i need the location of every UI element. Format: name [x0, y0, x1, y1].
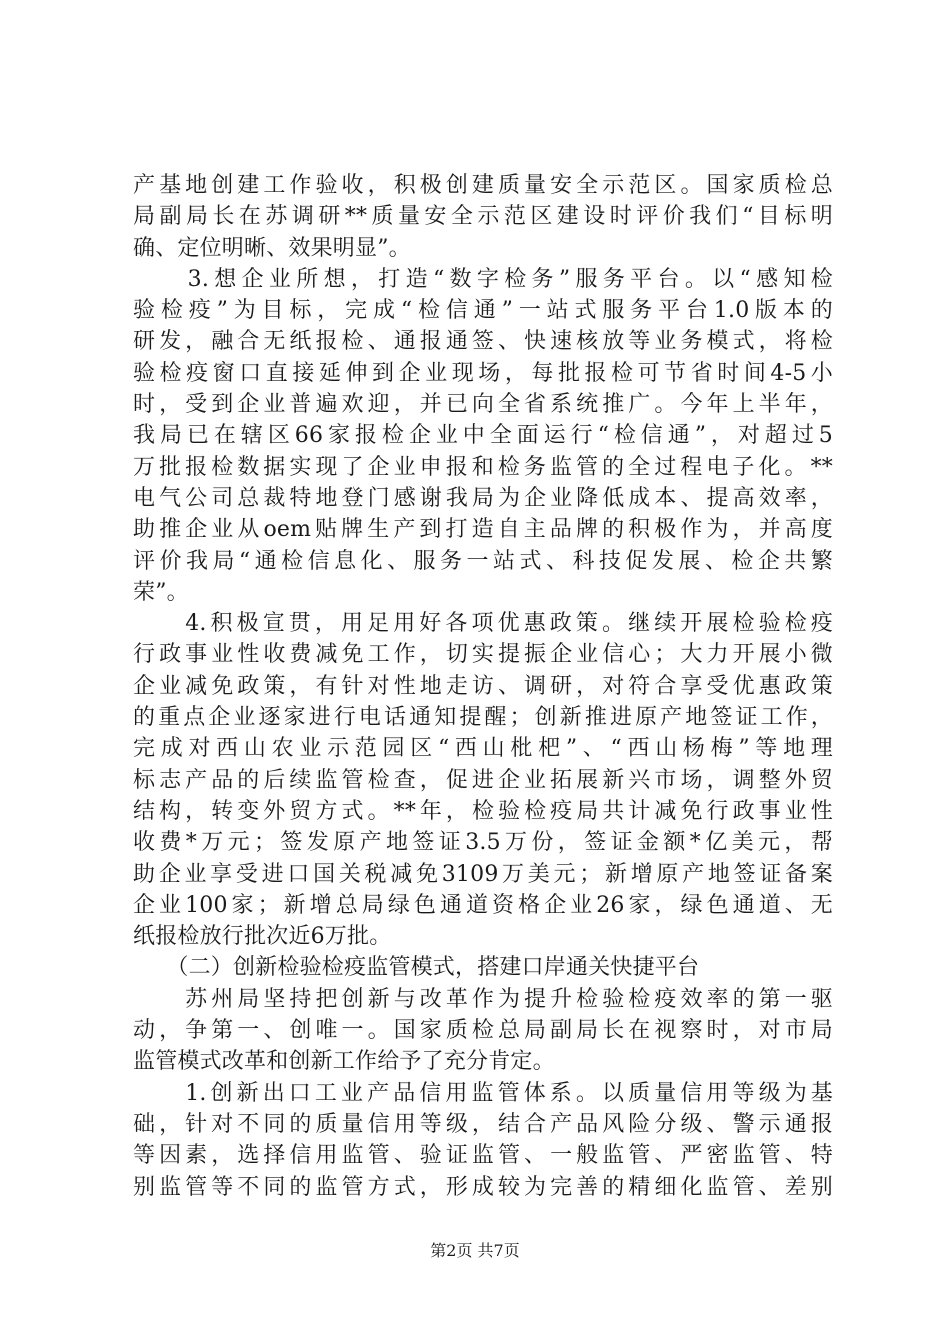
text-line: 万批报检数据实现了企业申报和检务监管的全过程电子化。**: [133, 454, 833, 480]
text-line: 助推企业从oem贴牌生产到打造自主品牌的积极作为，并高度: [133, 517, 833, 543]
text-line: 等因素，选择信用监管、验证监管、一般监管、严密监管、特: [133, 1143, 833, 1169]
text-line: 的重点企业逐家进行电话通知提醒；创新推进原产地签证工作，: [133, 705, 833, 731]
text-line: （二）创新检验检疫监管模式，搭建口岸通关快捷平台: [133, 955, 700, 981]
text-line: 评价我局“通检信息化、服务一站式、科技促发展、检企共繁: [133, 548, 833, 574]
text-line: 苏州局坚持把创新与改革作为提升检验检疫效率的第一驱: [133, 986, 833, 1012]
document-body: [133, 170, 833, 1203]
text-line: 3.想企业所想，打造“数字检务”服务平台。以“感知检: [133, 266, 833, 292]
text-line: 4.积极宣贯，用足用好各项优惠政策。继续开展检验检疫: [133, 611, 833, 637]
text-line: 电气公司总裁特地登门感谢我局为企业降低成本、提高效率，: [133, 485, 833, 511]
text-line: 研发，融合无纸报检、通报通签、快速核放等业务模式，将检: [133, 329, 833, 355]
text-line: 企业减免政策，有针对性地走访、调研，对符合享受优惠政策: [133, 673, 833, 699]
text-line: 行政事业性收费减免工作，切实提振企业信心；大力开展小微: [133, 642, 833, 668]
page-footer: 第2页 共7页: [430, 1241, 520, 1260]
text-line: 企业100家；新增总局绿色通道资格企业26家，绿色通道、无: [133, 892, 833, 918]
text-line: 别监管等不同的监管方式，形成较为完善的精细化监管、差别: [133, 1174, 833, 1200]
text-line: 收费*万元；签发原产地签证3.5万份，签证金额*亿美元，帮: [133, 830, 833, 856]
text-line: 确、定位明晰、效果明显”。: [133, 235, 411, 261]
text-line: 1.创新出口工业产品信用监管体系。以质量信用等级为基: [133, 1080, 833, 1106]
text-line: 础，针对不同的质量信用等级，结合产品风险分级、警示通报: [133, 1111, 833, 1137]
text-line: 助企业享受进口国关税减免3109万美元；新增原产地签证备案: [133, 861, 833, 887]
text-line: 动，争第一、创唯一。国家质检总局副局长在视察时，对市局: [133, 1018, 833, 1044]
text-line: 标志产品的后续监管检查，促进企业拓展新兴市场，调整外贸: [133, 767, 833, 793]
text-line: 局副局长在苏调研**质量安全示范区建设时评价我们“目标明: [133, 204, 833, 230]
text-line: 时，受到企业普遍欢迎，并已向全省系统推广。今年上半年，: [133, 392, 833, 418]
text-line: 纸报检放行批次近6万批。: [133, 924, 392, 950]
text-line: 产基地创建工作验收，积极创建质量安全示范区。国家质检总: [133, 173, 833, 198]
text-line: 完成对西山农业示范园区“西山枇杷”、“西山杨梅”等地理: [133, 736, 833, 762]
text-line: 我局已在辖区66家报检企业中全面运行“检信通”，对超过5: [133, 423, 833, 449]
text-line: 验检疫”为目标，完成“检信通”一站式服务平台1.0版本的: [133, 298, 833, 324]
text-line: 验检疫窗口直接延伸到企业现场，每批报检可节省时间4-5小: [133, 360, 833, 386]
text-line: 监管模式改革和创新工作给予了充分肯定。: [133, 1049, 555, 1075]
text-line: 荣”。: [133, 579, 189, 605]
text-line: 结构，转变外贸方式。**年，检验检疫局共计减免行政事业性: [133, 798, 833, 824]
